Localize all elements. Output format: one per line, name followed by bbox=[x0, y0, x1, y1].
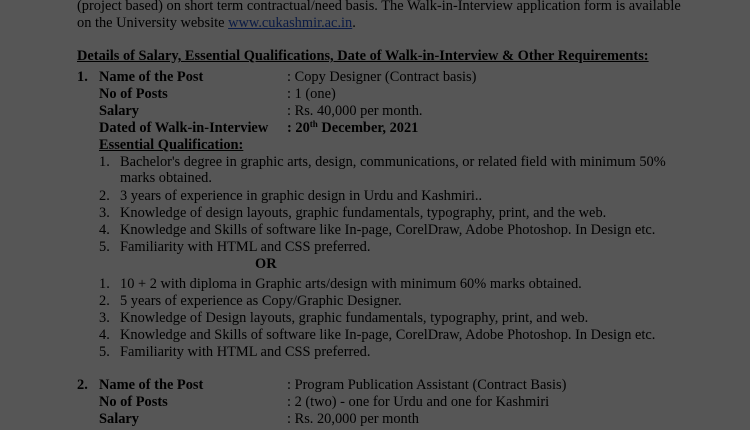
post-1-posts-label: No of Posts bbox=[99, 86, 168, 102]
item-number: 2. bbox=[99, 188, 110, 204]
post-2-posts-label: No of Posts bbox=[99, 394, 168, 410]
qualification-b-item bbox=[99, 344, 370, 361]
intro-line-2 bbox=[77, 15, 356, 32]
post-2-salary-label: Salary bbox=[99, 411, 139, 427]
item-number: 2. bbox=[99, 293, 110, 309]
post-2-salary-value: : Rs. 20,000 per month bbox=[287, 411, 419, 427]
qualification-a-item bbox=[99, 205, 606, 222]
item-number: 1. bbox=[99, 276, 110, 292]
or-separator: OR bbox=[255, 256, 277, 272]
qualification-b-item bbox=[99, 310, 588, 327]
item-text: Knowledge and Skills of software like In-page, CorelDraw, Adobe Photoshop. In Design etc. bbox=[120, 222, 656, 238]
essential-qualification-heading: Essential Qualification: bbox=[99, 137, 244, 153]
post-1-posts-value: : 1 (one) bbox=[287, 86, 336, 102]
post-1-number: 1. bbox=[77, 69, 88, 85]
item-text: 10 + 2 with diploma in Graphic arts/design with minimum 60% marks obtained. bbox=[120, 276, 582, 292]
qualification-a-item bbox=[99, 239, 370, 256]
item-text: Familiarity with HTML and CSS preferred. bbox=[120, 239, 371, 255]
post-2-number: 2. bbox=[77, 377, 88, 393]
item-text: Knowledge and Skills of software like In-page, CorelDraw, Adobe Photoshop. In Design etc. bbox=[120, 327, 656, 343]
qualification-b-item bbox=[99, 276, 582, 293]
post-2-name-value: : Program Publication Assistant (Contract Basis) bbox=[287, 377, 567, 393]
qualification-b-item bbox=[99, 327, 655, 344]
qualification-a-item bbox=[99, 154, 666, 171]
post-1-name-label: Name of the Post bbox=[99, 69, 204, 85]
post-1-date-label: Dated of Walk-in-Interview bbox=[99, 120, 269, 136]
item-text: Knowledge of Design layouts, graphic fundamentals, typography, print, and web. bbox=[120, 310, 589, 326]
item-text: Knowledge of design layouts, graphic fundamentals, typography, print, and the web. bbox=[120, 205, 607, 221]
item-text: 3 years of experience in graphic design in Urdu and Kashmiri.. bbox=[120, 188, 483, 204]
item-text: 5 years of experience as Copy/Graphic Designer. bbox=[120, 293, 402, 309]
section-heading: Details of Salary, Essential Qualifications, Date of Walk-in-Interview & Other Requirements: bbox=[77, 48, 649, 64]
item-number: 5. bbox=[99, 344, 110, 360]
intro-line-1: (project based) on short term contractual/need basis. The Walk-in-Interview application form is available bbox=[77, 0, 681, 14]
item-number: 4. bbox=[99, 222, 110, 238]
date-prefix: : 20 bbox=[287, 120, 310, 136]
intro-line-2-suffix: . bbox=[352, 15, 356, 31]
qualification-b-item bbox=[99, 293, 402, 310]
item-number: 3. bbox=[99, 310, 110, 326]
post-1-salary-value: : Rs. 40,000 per month. bbox=[287, 103, 423, 119]
qualification-a-item bbox=[99, 222, 655, 239]
intro-line-2-prefix: on the University website bbox=[77, 15, 229, 31]
item-text: Familiarity with HTML and CSS preferred. bbox=[120, 344, 371, 360]
qualification-a-item bbox=[99, 188, 482, 205]
date-suffix: December, 2021 bbox=[317, 120, 419, 136]
item-text: Bachelor's degree in graphic arts, design, communications, or related field with minimum 50% bbox=[120, 154, 666, 170]
date-superscript: th bbox=[309, 119, 318, 129]
university-website-link[interactable]: www.cukashmir.ac.in bbox=[228, 15, 353, 31]
post-1-salary-label: Salary bbox=[99, 103, 139, 119]
item-number: 5. bbox=[99, 239, 110, 255]
item-number: 4. bbox=[99, 327, 110, 343]
post-2-posts-value: : 2 (two) - one for Urdu and one for Kashmiri bbox=[287, 394, 550, 410]
qualification-a-item-continuation: marks obtained. bbox=[120, 170, 212, 186]
post-2-name-label: Name of the Post bbox=[99, 377, 204, 393]
item-number: 1. bbox=[99, 154, 110, 170]
post-1-date-value bbox=[287, 120, 418, 137]
item-number: 3. bbox=[99, 205, 110, 221]
post-1-name-value: : Copy Designer (Contract basis) bbox=[287, 69, 477, 85]
